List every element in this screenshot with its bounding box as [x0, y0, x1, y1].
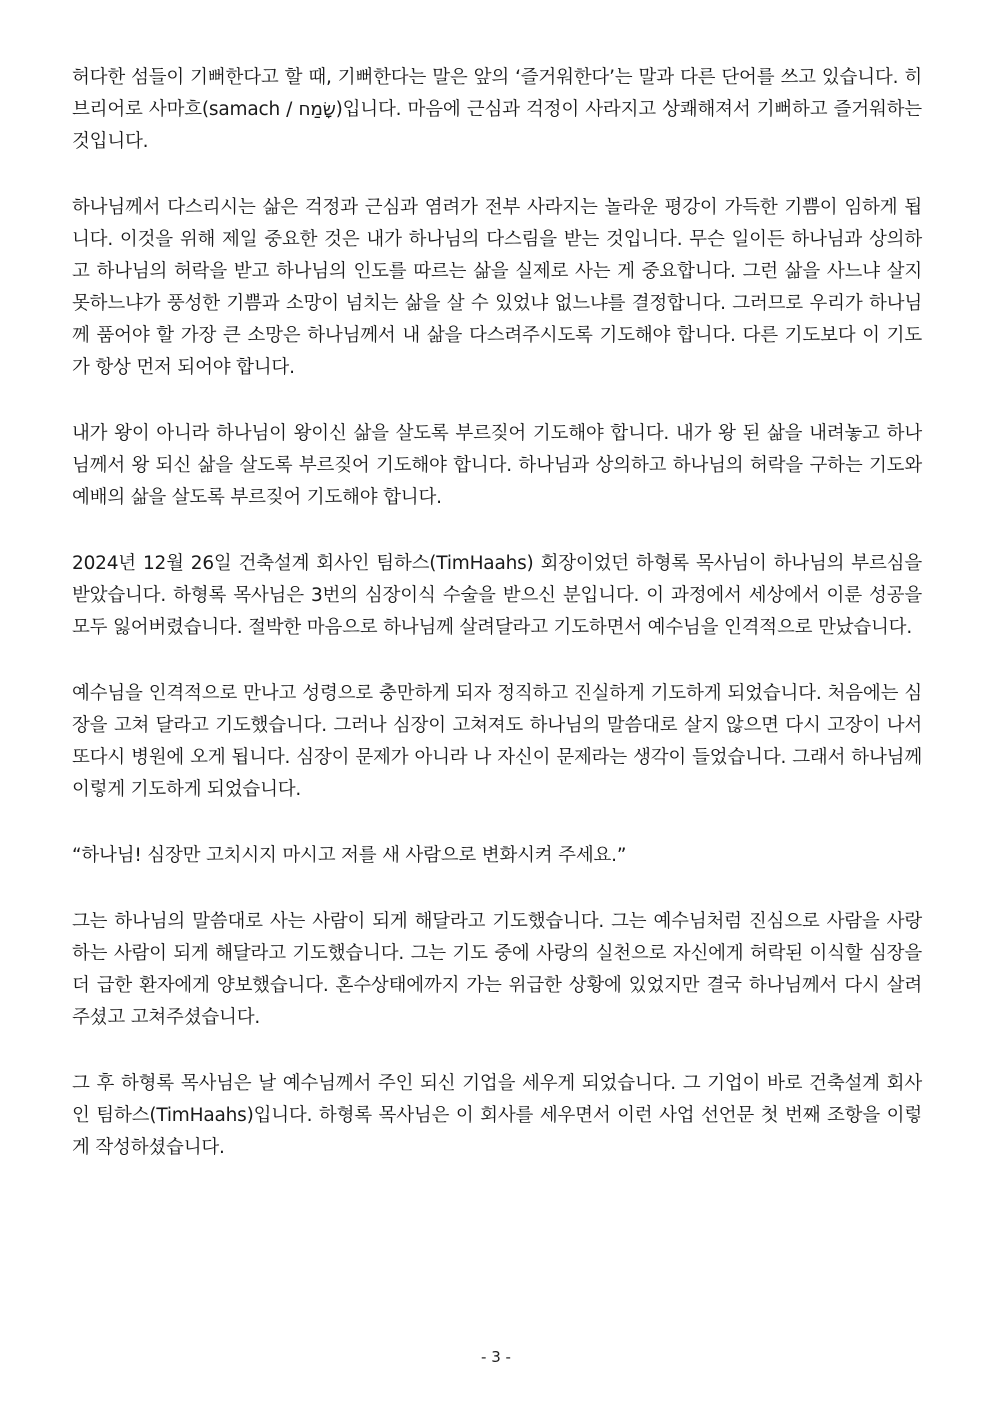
paragraph-heart-yield: 그는 하나님의 말씀대로 사는 사람이 되게 해달라고 기도했습니다. 그는 예수님처럼 진심으로 사람을 사랑하는 사람이 되게 해달라고 기도했습니다. 그는 기도 중에 사랑의 실천으로 자신에게 허락된 이식할 심장을 더 급한 환자에게 양보했습니다. 혼수상태에까지 가는 위급한 상황에 있었지만 결국 하나님께서 다시 살려주셨고 고쳐주셨습니다. — [72, 911, 922, 1028]
paragraph-timhaahs: 그 후 하형록 목사님은 날 예수님께서 주인 되신 기업을 세우게 되었습니다. 그 기업이 바로 건축설계 회사인 팀하스(TimHaahs)입니다. 하형록 목사님은 이 회사를 세우면서 이런 사업 선언문 첫 번째 조항을 이렇게 작성하셨습니다. — [72, 1073, 922, 1158]
paragraph-quote: “하나님! 심장만 고치시지 마시고 저를 새 사람으로 변화시켜 주세요.” — [72, 845, 627, 866]
page-number: - 3 - — [481, 1348, 511, 1366]
paragraph-king: 내가 왕이 아니라 하나님이 왕이신 삶을 살도록 부르짖어 기도해야 합니다. 내가 왕 된 삶을 내려놓고 하나님께서 왕 되신 삶을 살도록 부르짖어 기도해야 합니다. 하나님과 상의하고 하나님의 허락을 구하는 기도와 예배의 삶을 살도록 부르짖어 기도해야 합니다. — [72, 423, 922, 508]
paragraph-samach: 허다한 섬들이 기뻐한다고 할 때, 기뻐한다는 말은 앞의 ‘즐거워한다’는 말과 다른 단어를 쓰고 있습니다. 히브리어로 사마흐(samach / שָׂמַח)입니다. 마음에 근심과 걱정이 사라지고 상쾌해져서 기뻐하고 즐거워하는 것입니다. — [72, 67, 922, 152]
paragraph-gods-reign: 하나님께서 다스리시는 삶은 걱정과 근심과 염려가 전부 사라지는 놀라운 평강이 가득한 기쁨이 임하게 됩니다. 이것을 위해 제일 중요한 것은 내가 하나님의 다스림을 받는 것입니다. 무슨 일이든 하나님과 상의하고 하나님의 허락을 받고 하나님의 인도를 따르는 삶을 실제로 사는 게 중요합니다. 그런 삶을 사느냐 살지 못하느냐가 풍성한 기쁨과 소망이 넘치는 삶을 살 수 있었냐 없느냐를 결정합니다. 그러므로 우리가 하나님께 품어야 할 가장 큰 소망은 하나님께서 내 삶을 다스려주시도록 기도해야 합니다. 다른 기도보다 이 기도가 항상 먼저 되어야 합니다. — [72, 197, 922, 378]
body-text — [72, 62, 922, 1198]
paragraph-ha-hyungrok: 2024년 12월 26일 건축설계 회사인 팀하스(TimHaahs) 회장이었던 하형록 목사님이 하나님의 부르심을 받았습니다. 하형록 목사님은 3번의 심장이식 수술을 받으신 분입니다. 이 과정에서 세상에서 이룬 성공을 모두 잃어버렸습니다. 절박한 마음으로 하나님께 살려달라고 기도하면서 예수님을 인격적으로 만났습니다. — [72, 553, 922, 638]
paragraph-prayer-change: 예수님을 인격적으로 만나고 성령으로 충만하게 되자 정직하고 진실하게 기도하게 되었습니다. 처음에는 심장을 고쳐 달라고 기도했습니다. 그러나 심장이 고쳐져도 하나님의 말씀대로 살지 않으면 다시 고장이 나서 또다시 병원에 오게 됩니다. 심장이 문제가 아니라 나 자신이 문제라는 생각이 들었습니다. 그래서 하나님께 이렇게 기도하게 되었습니다. — [72, 683, 922, 800]
